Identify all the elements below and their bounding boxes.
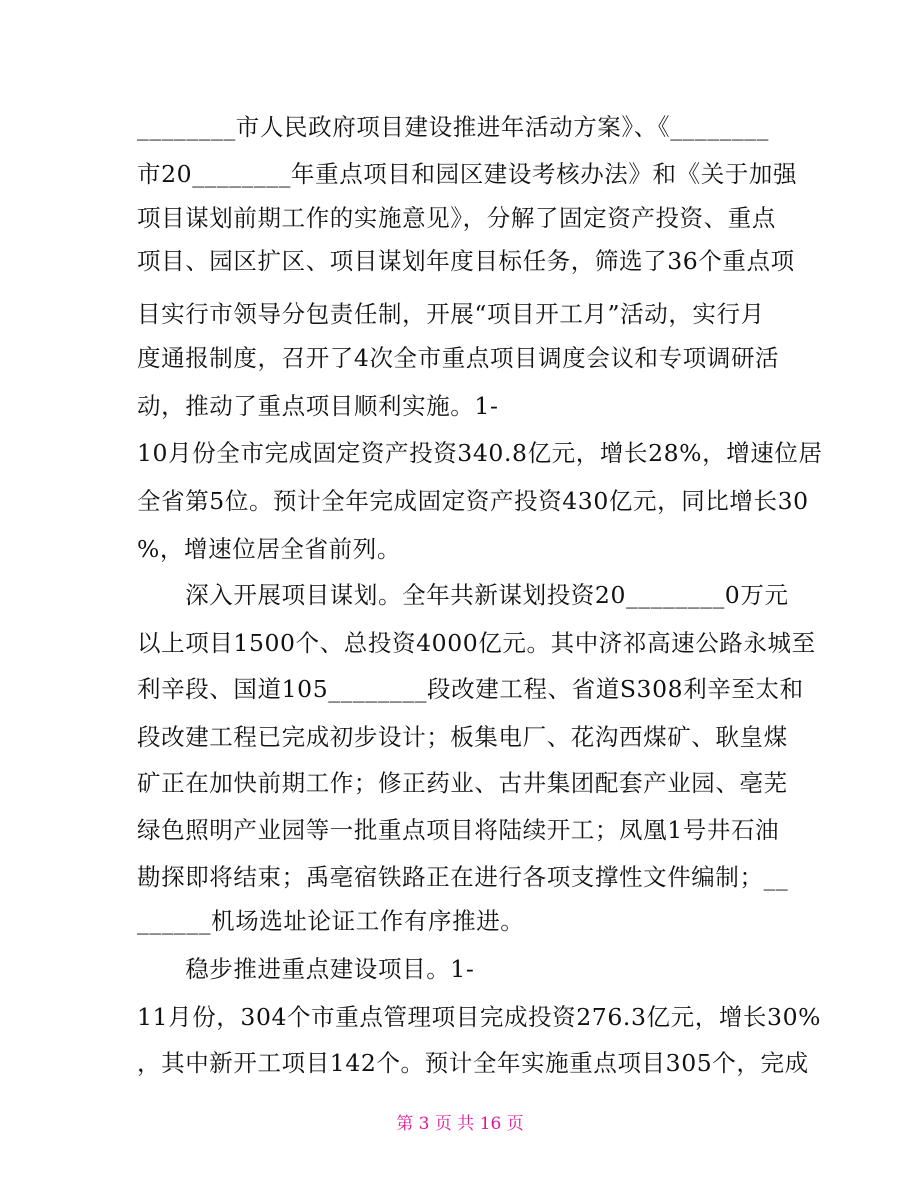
body-line-9: 全省第5位。预计全年完成固定资产投资430亿元，同比增长30 <box>137 487 809 515</box>
body-line-3: 项目谋划前期工作的实施意见》，分解了固定资产投资、重点 <box>137 204 776 232</box>
body-line-11: 深入开展项目谋划。全年共新谋划投资20________0万元 <box>137 581 789 609</box>
body-line-14: 段改建工程已完成初步设计；板集电厂、花沟西煤矿、耿皇煤 <box>137 723 788 751</box>
body-line-20: 11月份，304个市重点管理项目完成投资276.3亿元，增长30% <box>137 1003 822 1031</box>
body-line-15: 矿正在加快前期工作；修正药业、古井集团配套产业园、亳芜 <box>137 769 788 797</box>
body-line-16: 绿色照明产业园等一批重点项目将陆续开工；凤凰1号井石油 <box>137 816 780 844</box>
body-line-5: 目实行市领导分包责任制，开展“项目开工月”活动，实行月 <box>137 300 765 328</box>
body-line-13: 利辛段、国道105________段改建工程、省道S308利辛至太和 <box>137 675 804 703</box>
body-line-4: 项目、园区扩区、项目谋划年度目标任务，筛选了36个重点项 <box>137 247 795 275</box>
body-line-18: ______机场选址论证工作有序推进。 <box>137 907 525 935</box>
body-line-7: 动，推动了重点项目顺利实施。1- <box>137 392 499 420</box>
body-line-19: 稳步推进重点建设项目。1- <box>137 955 475 983</box>
body-line-12: 以上项目1500个、总投资4000亿元。其中济祁高速公路永城至 <box>137 629 816 657</box>
body-line-10: %，增速位居全省前列。 <box>137 535 401 563</box>
page-number-footer: 第 3 页 共 16 页 <box>396 1114 524 1134</box>
body-line-2: 市20________年重点项目和园区建设考核办法》和《关于加强 <box>137 160 798 188</box>
body-line-6: 度通报制度，召开了4次全市重点项目调度会议和专项调研活 <box>137 344 780 372</box>
body-line-21: ，其中新开工项目142个。预计全年实施重点项目305个，完成 <box>137 1049 809 1077</box>
body-line-8: 10月份全市完成固定资产投资340.8亿元，增长28%，增速位居 <box>137 439 823 467</box>
body-line-1: ________市人民政府项目建设推进年活动方案》、《________ <box>137 113 769 141</box>
body-line-17: 勘探即将结束；禹亳宿铁路正在进行各项支撑性文件编制；__ <box>137 863 789 891</box>
